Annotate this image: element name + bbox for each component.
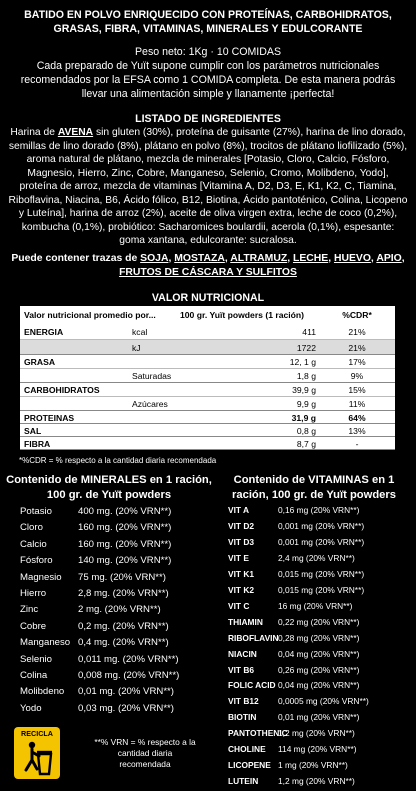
vitamin-value: 1,2 mg (20% VRN**) <box>278 728 355 739</box>
cdr-footnote: *%CDR = % respecto a la cantidad diaria recomendada <box>19 456 217 465</box>
mineral-name: Cobre <box>20 620 47 632</box>
vitamin-value: 0,22 mg (20% VRN**) <box>278 616 360 627</box>
vitamin-name: NIACIN <box>228 648 257 659</box>
row-divider <box>20 449 395 450</box>
vitamin-row <box>228 598 414 614</box>
mineral-name: Manganeso <box>20 637 71 649</box>
mineral-name: Cloro <box>20 522 43 534</box>
vitamin-value: 0,015 mg (20% VRN**) <box>278 568 365 579</box>
vitamin-name: VIT A <box>228 505 250 515</box>
mineral-value: 2,8 mg. (20% VRN**) <box>78 588 169 599</box>
nutrition-name: GRASA <box>24 357 56 367</box>
vitamin-value: 0,26 mg (20% VRN**) <box>278 664 360 675</box>
mineral-row <box>20 537 220 553</box>
mineral-value: 0,011 mg. (20% VRN**) <box>78 653 179 665</box>
nutrition-value: 1,8 g <box>296 371 316 381</box>
vitamin-row <box>228 614 414 630</box>
nutrition-name: SAL <box>24 425 42 436</box>
nutrition-row <box>20 340 395 355</box>
ingredients-body: sin gluten (30%), proteína de guisante (27%), harina de lino dorado, semillas de lino dorado (8%), plátano en polvo (8%), trocitos de plátano liofilizado (5%), aroma natural de plátano, mezcla de minerales [Potasio, Cloro, Calcio, Fósforo, Magnesio, Hierro, Zinc, Cobre, Manganeso, Selenio, Cromo, Molibdeno, Yodo], proteína de arroz, mezcla de vitaminas [Vitamina A, D2, D3, E, K1, K2, C, Tiamina, Riboflavina, Niacina, B6, Ácido fólico, B12, Biotina, Ácido pantoténico, Colina, Licopeno y Luteína], harina de arroz (2%), aceite de oliva virgen extra, leche de coco (0,2%), kombucha (0,1%), probiótico: Sacharomices boulardii, acerola (0,1%), espesante: goma xantana, edulcorante: sucralosa. <box>8 127 408 246</box>
vrn-footnote: **% VRN = % respecto a la cantidad diaria recomendada <box>94 737 196 769</box>
nutrition-cdr: 9% <box>350 371 364 381</box>
nutrition-cdr: 64% <box>348 412 366 423</box>
vitamin-name: VIT B12 <box>228 696 259 707</box>
nutrition-row <box>20 397 395 411</box>
nutrition-value: 12, 1 g <box>289 357 316 367</box>
nutrition-header-amount: 100 gr. Yuït powders (1 ración) <box>180 309 305 320</box>
vitamin-name: PANTOTHENIC <box>228 728 288 739</box>
vitamin-row <box>228 757 414 773</box>
vitamin-row <box>228 582 414 598</box>
recycle-logo <box>14 727 60 779</box>
nutrition-row <box>20 323 395 340</box>
vitamin-value: 0,01 mg (20% VRN**) <box>278 712 360 723</box>
nutrition-row <box>20 355 395 369</box>
allergen-item: APIO <box>376 253 402 264</box>
nutrition-row <box>20 369 395 383</box>
mineral-row <box>20 520 220 536</box>
vitamin-value: 0,28 mg (20% VRN**) <box>278 632 360 643</box>
nutrition-cdr: 13% <box>348 425 366 436</box>
ingredients-title: LISTADO DE INGREDIENTES <box>135 113 281 125</box>
vitamins-title: Contenido de VITAMINAS en 1 ración, 100 gr. de Yuït powders <box>232 474 396 501</box>
allergen-item: ALTRAMUZ <box>230 253 288 264</box>
mineral-row <box>20 635 220 651</box>
nutrition-header-cdr: %CDR* <box>342 309 372 320</box>
nutrition-value: 8,7 g <box>296 438 316 449</box>
vitamin-row <box>228 502 414 518</box>
vitamin-row <box>228 709 414 725</box>
mineral-value: 2 mg. (20% VRN**) <box>78 604 161 616</box>
vitamin-value: 1 mg (20% VRN**) <box>278 760 348 771</box>
allergen-item: FRUTOS DE CÁSCARA Y SULFITOS <box>119 266 297 278</box>
nutrition-value: 31,9 g <box>291 412 316 423</box>
nutrition-cdr: - <box>355 438 359 449</box>
vitamin-row <box>228 662 414 678</box>
product-title: BATIDO EN POLVO ENRIQUECIDO CON PROTEÍNAS, CARBOHIDRATOS, GRASAS, FIBRA, VITAMINAS, MINERALES Y EDULCORANTE <box>24 9 392 35</box>
vitamin-value: 1,2 mg (20% VRN**) <box>278 776 355 787</box>
mineral-row <box>20 602 220 618</box>
vitamin-row <box>228 518 414 534</box>
vitamin-value: 0,001 mg (20% VRN**) <box>278 520 365 531</box>
vitamin-name: VIT E <box>228 552 249 563</box>
allergens-text <box>6 252 410 279</box>
nutrition-row <box>20 383 395 397</box>
mineral-value: 0,4 mg. (20% VRN**) <box>78 637 169 649</box>
recycle-label: RECICLA <box>21 729 53 738</box>
nutrition-name: CARBOHIDRATOS <box>24 385 100 395</box>
allergens-list: SOJA, MOSTAZA, ALTRAMUZ, LECHE, HUEVO, APIO, FRUTOS DE CÁSCARA Y SULFITOS <box>119 253 405 278</box>
vitamin-row <box>228 725 414 741</box>
mineral-value: 75 mg. (20% VRN**) <box>78 571 166 583</box>
nutrition-value: 0,8 g <box>296 425 316 436</box>
vitamin-name: VIT K1 <box>228 568 255 579</box>
mineral-row <box>20 586 220 602</box>
mineral-name: Magnesio <box>20 571 62 583</box>
nutrition-cdr: 15% <box>348 385 366 395</box>
vitamin-value: 0,16 mg (20% VRN**) <box>278 505 360 515</box>
mineral-row <box>20 684 220 700</box>
vitamin-row <box>228 630 414 646</box>
mineral-value: 160 mg. (20% VRN**) <box>78 538 172 550</box>
intro-text: Cada preparado de Yuït supone cumplir con los parámetros nutricionales recomendados por la EFSA como 1 COMIDA completa. De esta manera podrás llevar una alimentación simple y llanamente ¡perfecta! <box>20 60 396 100</box>
mineral-value: 0,2 mg. (20% VRN**) <box>78 620 169 632</box>
mineral-value: 140 mg. (20% VRN**) <box>78 555 172 567</box>
mineral-name: Potasio <box>20 506 52 517</box>
vitamin-row <box>228 550 414 566</box>
mineral-value: 0,03 mg. (20% VRN**) <box>78 702 174 714</box>
vitamin-name: BIOTIN <box>228 712 257 723</box>
vitamin-name: LICOPENE <box>228 760 271 771</box>
mineral-value: 0,01 mg. (20% VRN**) <box>78 686 174 698</box>
minerals-title: Contenido de MINERALES en 1 ración, 100 gr. de Yuït powders <box>6 474 212 501</box>
allergen-item: MOSTAZA <box>174 253 225 264</box>
mineral-row <box>20 553 220 569</box>
vitamin-name: THIAMIN <box>228 616 263 627</box>
mineral-name: Yodo <box>20 702 42 714</box>
ingredient-highlight: AVENA <box>57 127 94 138</box>
vitamin-name: FOLIC ACID <box>228 680 276 691</box>
vitamin-value: 0,001 mg (20% VRN**) <box>278 536 365 547</box>
nutrition-cdr: 11% <box>348 399 366 409</box>
mineral-row <box>20 504 220 520</box>
recycle-bin-icon <box>20 740 54 776</box>
nutrition-value: 411 <box>302 326 316 337</box>
vitamin-value: 16 mg (20% VRN**) <box>278 600 353 611</box>
vitamin-row <box>228 566 414 582</box>
nutrition-header-name: Valor nutricional promedio por... <box>24 309 156 320</box>
mineral-row <box>20 570 220 586</box>
nutrition-unit: Saturadas <box>132 371 172 381</box>
vitamin-name: VIT D2 <box>228 520 255 531</box>
mineral-name: Selenio <box>20 653 53 665</box>
mineral-name: Molibdeno <box>20 686 65 698</box>
mineral-row <box>20 652 220 668</box>
vitamin-row <box>228 677 414 693</box>
vitamin-value: 2,4 mg (20% VRN**) <box>278 552 355 563</box>
vitamin-name: VIT C <box>228 600 250 611</box>
vitamin-name: RIBOFLAVIN <box>228 632 279 643</box>
allergen-item: HUEVO <box>333 253 371 264</box>
vitamin-value: 0,04 mg (20% VRN**) <box>278 648 360 659</box>
vitamin-row <box>228 741 414 757</box>
vitamin-row <box>228 646 414 662</box>
nutrition-name: FIBRA <box>24 438 51 449</box>
allergens-prefix: Puede contener trazas de <box>11 253 141 264</box>
ingredients-text <box>8 126 408 248</box>
mineral-value: 400 mg. (20% VRN**) <box>78 506 172 517</box>
nutrition-name: PROTEINAS <box>24 412 75 423</box>
mineral-value: 160 mg. (20% VRN**) <box>78 522 172 534</box>
nutrition-unit: kJ <box>132 342 141 353</box>
vitamin-value: 0,04 mg (20% VRN**) <box>278 680 360 691</box>
mineral-row <box>20 619 220 635</box>
nutrition-table <box>19 305 396 450</box>
nutrition-unit: kcal <box>132 326 148 337</box>
mineral-name: Colina <box>20 670 48 681</box>
vitamin-name: CHOLINE <box>228 744 266 755</box>
mineral-row <box>20 668 220 684</box>
allergen-item: SOJA <box>140 253 169 264</box>
nutrition-cdr: 21% <box>348 342 366 353</box>
mineral-name: Zinc <box>20 604 39 616</box>
nutrition-header-row <box>20 306 395 323</box>
vitamin-name: VIT D3 <box>228 536 255 547</box>
net-weight: Peso neto: 1Kg · 10 COMIDAS <box>134 46 282 58</box>
vitamin-value: 114 mg (20% VRN**) <box>278 744 357 755</box>
ingredients-prefix: Harina de <box>10 127 58 138</box>
mineral-row <box>20 701 220 717</box>
nutrition-cdr: 21% <box>348 326 366 337</box>
nutrition-name: ENERGIA <box>24 326 64 337</box>
mineral-name: Fósforo <box>20 555 53 567</box>
vitamin-name: VIT K2 <box>228 584 255 595</box>
nutrition-value: 39,9 g <box>292 385 316 395</box>
vitamin-value: 0,0005 mg (20% VRN**) <box>278 696 369 707</box>
nutrition-title: VALOR NUTRICIONAL <box>151 292 265 304</box>
mineral-value: 0,008 mg. (20% VRN**) <box>78 670 180 681</box>
mineral-name: Hierro <box>20 588 47 599</box>
vitamin-value: 0,015 mg (20% VRN**) <box>278 584 365 595</box>
nutrition-cdr: 17% <box>348 357 366 367</box>
allergen-item: LECHE <box>292 253 329 264</box>
vitamin-name: VIT B6 <box>228 664 255 675</box>
mineral-name: Calcio <box>20 538 47 550</box>
vitamin-name: LUTEIN <box>228 776 259 787</box>
nutrition-value: 1722 <box>296 342 316 353</box>
nutrition-value: 9,9 g <box>296 399 316 409</box>
nutrition-unit: Azúcares <box>132 399 168 409</box>
vitamin-row <box>228 773 414 789</box>
vitamin-row <box>228 534 414 550</box>
vitamin-row <box>228 693 414 709</box>
